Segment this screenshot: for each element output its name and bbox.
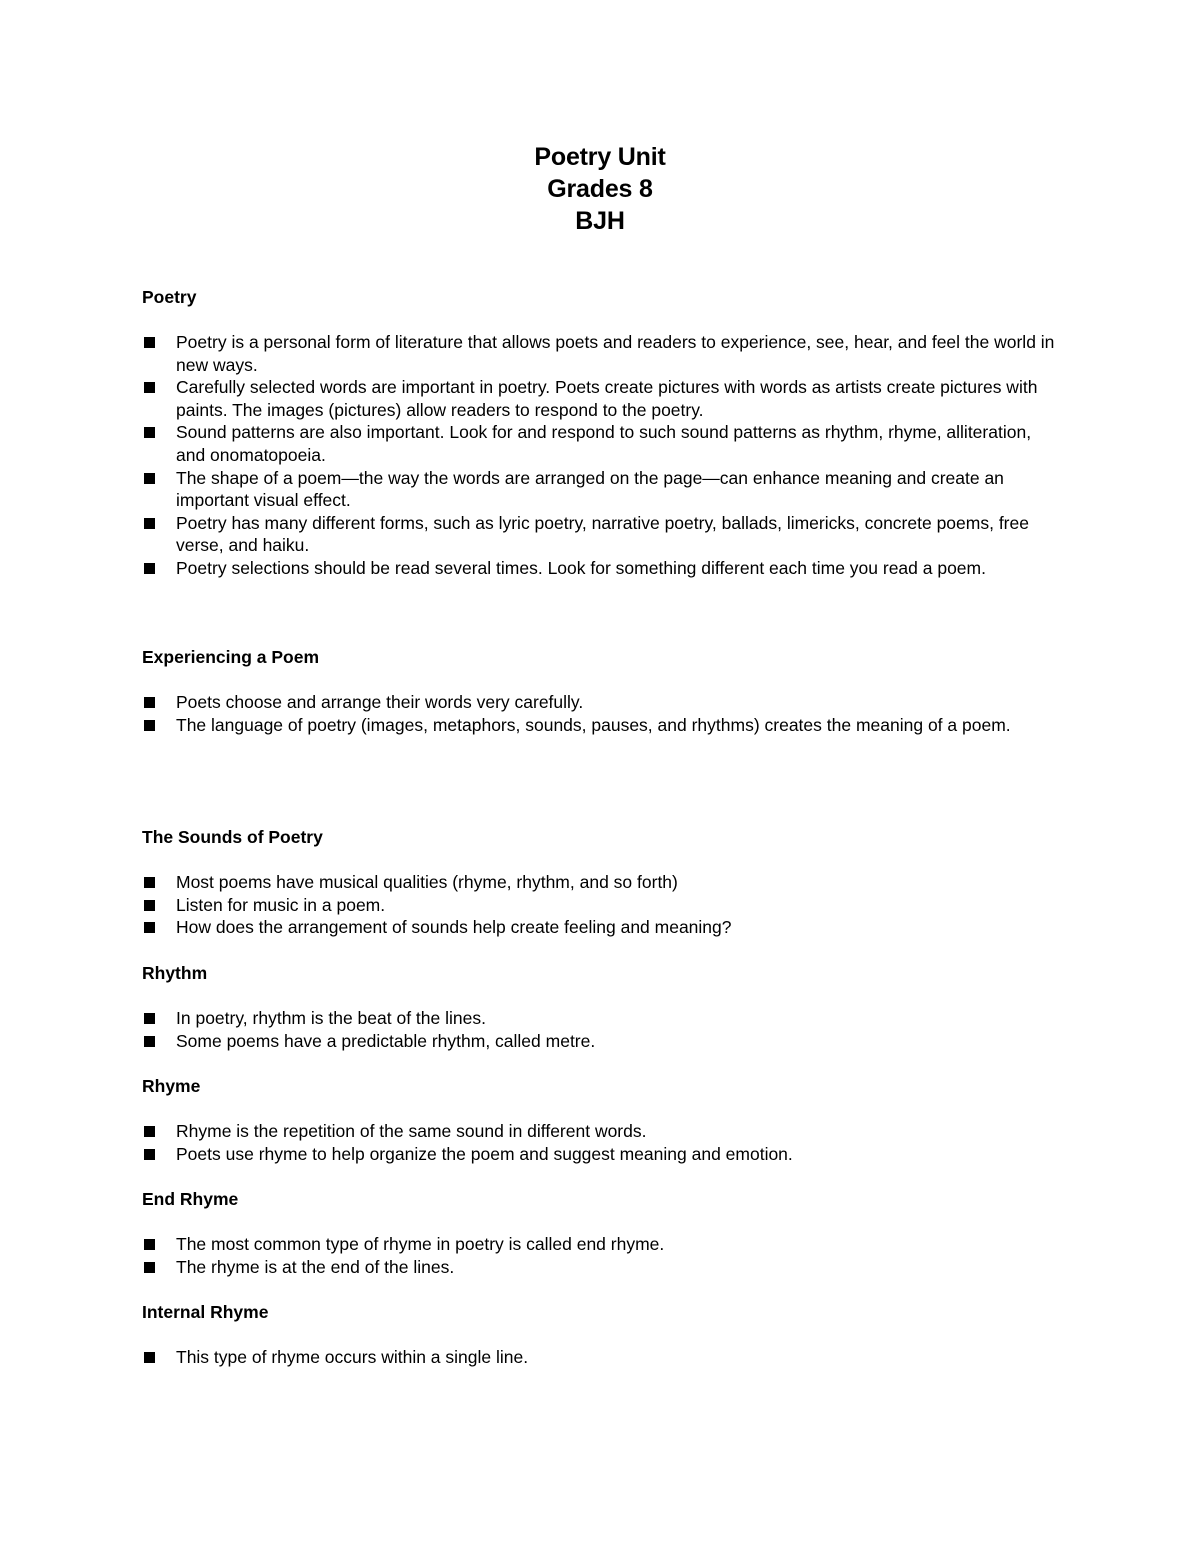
square-bullet-icon <box>144 427 155 438</box>
square-bullet-icon <box>144 518 155 529</box>
bullet-item <box>142 1233 1062 1256</box>
title-line-school: BJH <box>575 207 625 235</box>
section-rhyme <box>142 1075 1062 1165</box>
section-heading: The Sounds of Poetry <box>142 827 323 847</box>
bullet-item <box>142 916 1062 939</box>
bullet-text: Listen for music in a poem. <box>176 894 386 915</box>
section-heading: Rhythm <box>142 963 208 983</box>
bullet-item <box>142 557 1062 580</box>
square-bullet-icon <box>144 877 155 888</box>
bullet-text: Some poems have a predictable rhythm, called metre. <box>176 1030 596 1051</box>
bullet-text: How does the arrangement of sounds help create feeling and meaning? <box>176 917 732 938</box>
bullet-list <box>142 331 1062 580</box>
bullet-text: This type of rhyme occurs within a single line. <box>176 1347 529 1367</box>
bullet-text: Most poems have musical qualities (rhyme, rhythm, and so forth) <box>176 872 678 892</box>
square-bullet-icon <box>144 382 155 393</box>
bullet-text: The language of poetry (images, metaphors, sounds, pauses, and rhythms) creates the meaning of a poem. <box>176 714 1011 735</box>
square-bullet-icon <box>144 1126 155 1137</box>
square-bullet-icon <box>144 1239 155 1250</box>
bullet-item <box>142 1030 1062 1053</box>
bullet-item <box>142 376 1062 421</box>
bullet-text: Poetry selections should be read several times. Look for something different each time you read a poem. <box>176 557 986 578</box>
bullet-item <box>142 1120 1062 1143</box>
bullet-item <box>142 331 1062 376</box>
bullet-item <box>142 1346 1062 1369</box>
bullet-item <box>142 1143 1062 1166</box>
bullet-item <box>142 691 1062 714</box>
bullet-text: Poets choose and arrange their words very carefully. <box>176 692 584 712</box>
square-bullet-icon <box>144 720 155 731</box>
section-sounds-of-poetry <box>142 826 1062 939</box>
bullet-item <box>142 1256 1062 1279</box>
bullet-list <box>142 1346 1062 1369</box>
bullet-text: The most common type of rhyme in poetry is called end rhyme. <box>176 1234 665 1254</box>
bullet-item <box>142 467 1062 512</box>
bullet-text: Carefully selected words are important in poetry. Poets create pictures with words as artists create pictures with paints. The images (pictures) allow readers to respond to the poetry. <box>176 377 1038 420</box>
bullet-list <box>142 1120 1062 1165</box>
section-internal-rhyme <box>142 1301 1062 1369</box>
square-bullet-icon <box>144 1036 155 1047</box>
bullet-list <box>142 871 1062 939</box>
bullet-text: Poetry is a personal form of literature that allows poets and readers to experience, see, hear, and feel the world in new ways. <box>176 332 1055 375</box>
section-heading: Rhyme <box>142 1076 201 1096</box>
square-bullet-icon <box>144 697 155 708</box>
bullet-text: Poetry has many different forms, such as lyric poetry, narrative poetry, ballads, limericks, concrete poems, free verse, and haiku. <box>176 512 1029 556</box>
title-line-grade: Grades 8 <box>547 175 653 203</box>
bullet-list <box>142 1007 1062 1052</box>
bullet-item <box>142 871 1062 894</box>
square-bullet-icon <box>144 900 155 911</box>
bullet-text: In poetry, rhythm is the beat of the lines. <box>176 1008 486 1028</box>
section-end-rhyme <box>142 1188 1062 1278</box>
bullet-item <box>142 512 1062 557</box>
bullet-text: The rhyme is at the end of the lines. <box>176 1256 455 1277</box>
document-title <box>0 141 1200 237</box>
bullet-list <box>142 1233 1062 1278</box>
bullet-item <box>142 894 1062 917</box>
square-bullet-icon <box>144 1262 155 1273</box>
bullet-item <box>142 1007 1062 1030</box>
square-bullet-icon <box>144 1149 155 1160</box>
bullet-item <box>142 714 1062 737</box>
square-bullet-icon <box>144 473 155 484</box>
section-heading: Experiencing a Poem <box>142 647 320 667</box>
bullet-text: Rhyme is the repetition of the same sound in different words. <box>176 1121 647 1141</box>
square-bullet-icon <box>144 1013 155 1024</box>
bullet-item <box>142 421 1062 466</box>
square-bullet-icon <box>144 563 155 574</box>
bullet-text: Sound patterns are also important. Look for and respond to such sound patterns as rhythm, rhyme, alliteration, and onomatopoeia. <box>176 422 1032 465</box>
section-heading: Internal Rhyme <box>142 1302 269 1322</box>
square-bullet-icon <box>144 1352 155 1363</box>
bullet-text: The shape of a poem—the way the words are arranged on the page—can enhance meaning and create an important visual effect. <box>176 467 1004 511</box>
section-heading: End Rhyme <box>142 1189 239 1209</box>
title-line-unit: Poetry Unit <box>534 143 666 171</box>
bullet-text: Poets use rhyme to help organize the poem and suggest meaning and emotion. <box>176 1143 793 1164</box>
section-rhythm <box>142 962 1062 1052</box>
square-bullet-icon <box>144 337 155 348</box>
section-poetry <box>142 286 1062 580</box>
section-experiencing-a-poem <box>142 646 1062 736</box>
bullet-list <box>142 691 1062 736</box>
square-bullet-icon <box>144 922 155 933</box>
section-heading: Poetry <box>142 287 197 307</box>
